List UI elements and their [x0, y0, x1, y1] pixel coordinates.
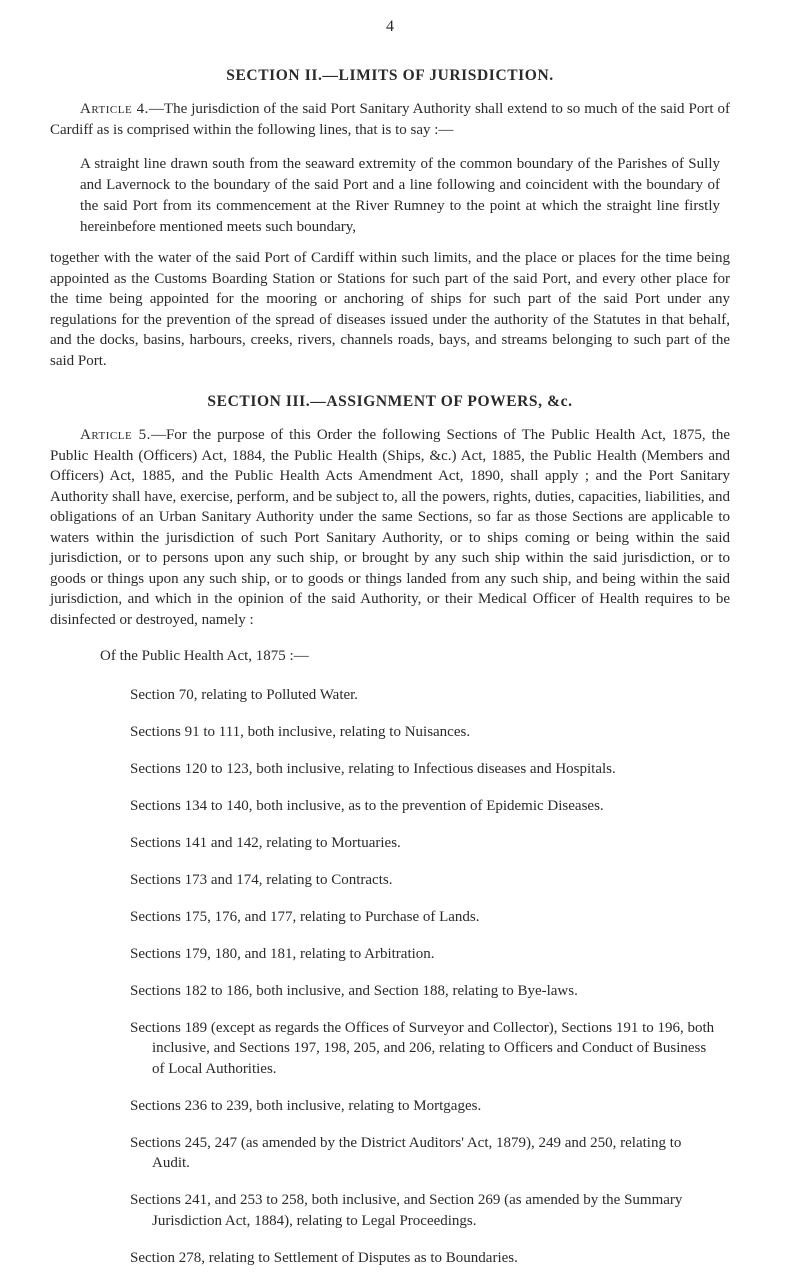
article-5-paragraph — [50, 425, 730, 630]
list-item: Sections 236 to 239, both inclusive, relating to Mortgages. — [130, 1097, 482, 1114]
article-4-continuation: together with the water of the said Port of Cardiff within such limits, and the place or places for the time being appointed as the Customs Boarding Station or Stations for such part of the said Port, and every other place for the time being appointed for the mooring or anchoring of ships for such part of the said Port under any regulations for the prevention of the spread of diseases issued under the authority of the Statutes in that behalf, and the docks, basins, harbours, creeks, rivers, channels roads, bays, and streams belonging to such part of the said Port. — [50, 250, 730, 369]
list-item: Sections 189 (except as regards the Offices of Surveyor and Collector), Sections 191 to 196, both inclusive, and Sections 197, 198, 205, and 206, relating to Officers and Conduct of Business of Local Authorities. — [130, 1019, 715, 1077]
list-intro: Of the Public Health Act, 1875 :— — [100, 648, 309, 664]
section-2-heading: SECTION II.—LIMITS OF JURISDICTION. — [226, 67, 554, 84]
list-item: Sections 120 to 123, both inclusive, relating to Infectious diseases and Hospitals. — [130, 760, 616, 777]
article-4-text: —The jurisdiction of the said Port Sanitary Authority shall extend to so much of the said Port of Cardiff as is comprised within the following lines, that is to say :— — [50, 101, 730, 138]
list-item: Sections 179, 180, and 181, relating to Arbitration. — [130, 945, 435, 962]
article-4-paragraph — [50, 99, 730, 140]
list-item: Sections 175, 176, and 177, relating to Purchase of Lands. — [130, 908, 480, 925]
list-item: Sections 134 to 140, both inclusive, as to the prevention of Epidemic Diseases. — [130, 797, 604, 814]
list-item: Sections 173 and 174, relating to Contracts. — [130, 871, 393, 888]
article-5-text: —For the purpose of this Order the following Sections of The Public Health Act, 1875, the Public Health (Officers) Act, 1884, the Public Health (Ships, &c.) Act, 1885, the Public Health (Members and Officers) Act, 1885, and the Public Health Acts Amendment Act, 1890, shall apply ; and the Port Sanitary Authority shall have, exercise, perform, and be subject to, all the powers, rights, duties, capacities, liabilities, and obligations of an Urban Sanitary Authority under the same Sections, so far as those Sections are applicable to waters within the jurisdiction of such Port Sanitary Authority, or to ships coming or being within the said jurisdiction, or to persons upon any such ship, or brought by any such ship within the said jurisdiction, or to goods or things upon any such ship, or to goods or things landed from any such ship, and being within the said jurisdiction, and which in the opinion of the said Authority, or their Medical Officer of Health requires to be disinfected or destroyed, namely : — [50, 427, 730, 628]
section-3-heading: SECTION III.—ASSIGNMENT OF POWERS, &c. — [207, 393, 573, 410]
list-item: Section 70, relating to Polluted Water. — [130, 686, 359, 703]
boundary-description: A straight line drawn south from the seaward extremity of the common boundary of the Parishes of Sully and Lavernock to the boundary of the said Port and a line following and coincident with the boundary of the said Port from its commencement at the River Rumney to the point at which the straight line firstly hereinbefore mentioned meets such boundary, — [80, 156, 720, 235]
list-item: Sections 91 to 111, both inclusive, relating to Nuisances. — [130, 723, 471, 740]
list-item: Sections 141 and 142, relating to Mortuaries. — [130, 834, 401, 851]
page-number: 4 — [386, 18, 394, 35]
sections-list — [50, 685, 730, 1269]
list-item: Sections 182 to 186, both inclusive, and Section 188, relating to Bye-laws. — [130, 982, 578, 999]
list-item: Sections 241, and 253 to 258, both inclusive, and Section 269 (as amended by the Summary Jurisdiction Act, 1884), relating to Legal Proceedings. — [130, 1192, 683, 1229]
article-4-label: Article 4. — [80, 101, 149, 117]
list-item: Section 278, relating to Settlement of Disputes as to Boundaries. — [130, 1249, 518, 1266]
list-item: Sections 245, 247 (as amended by the District Auditors' Act, 1879), 249 and 250, relating to Audit. — [130, 1134, 682, 1171]
article-5-label: Article 5. — [80, 427, 151, 443]
